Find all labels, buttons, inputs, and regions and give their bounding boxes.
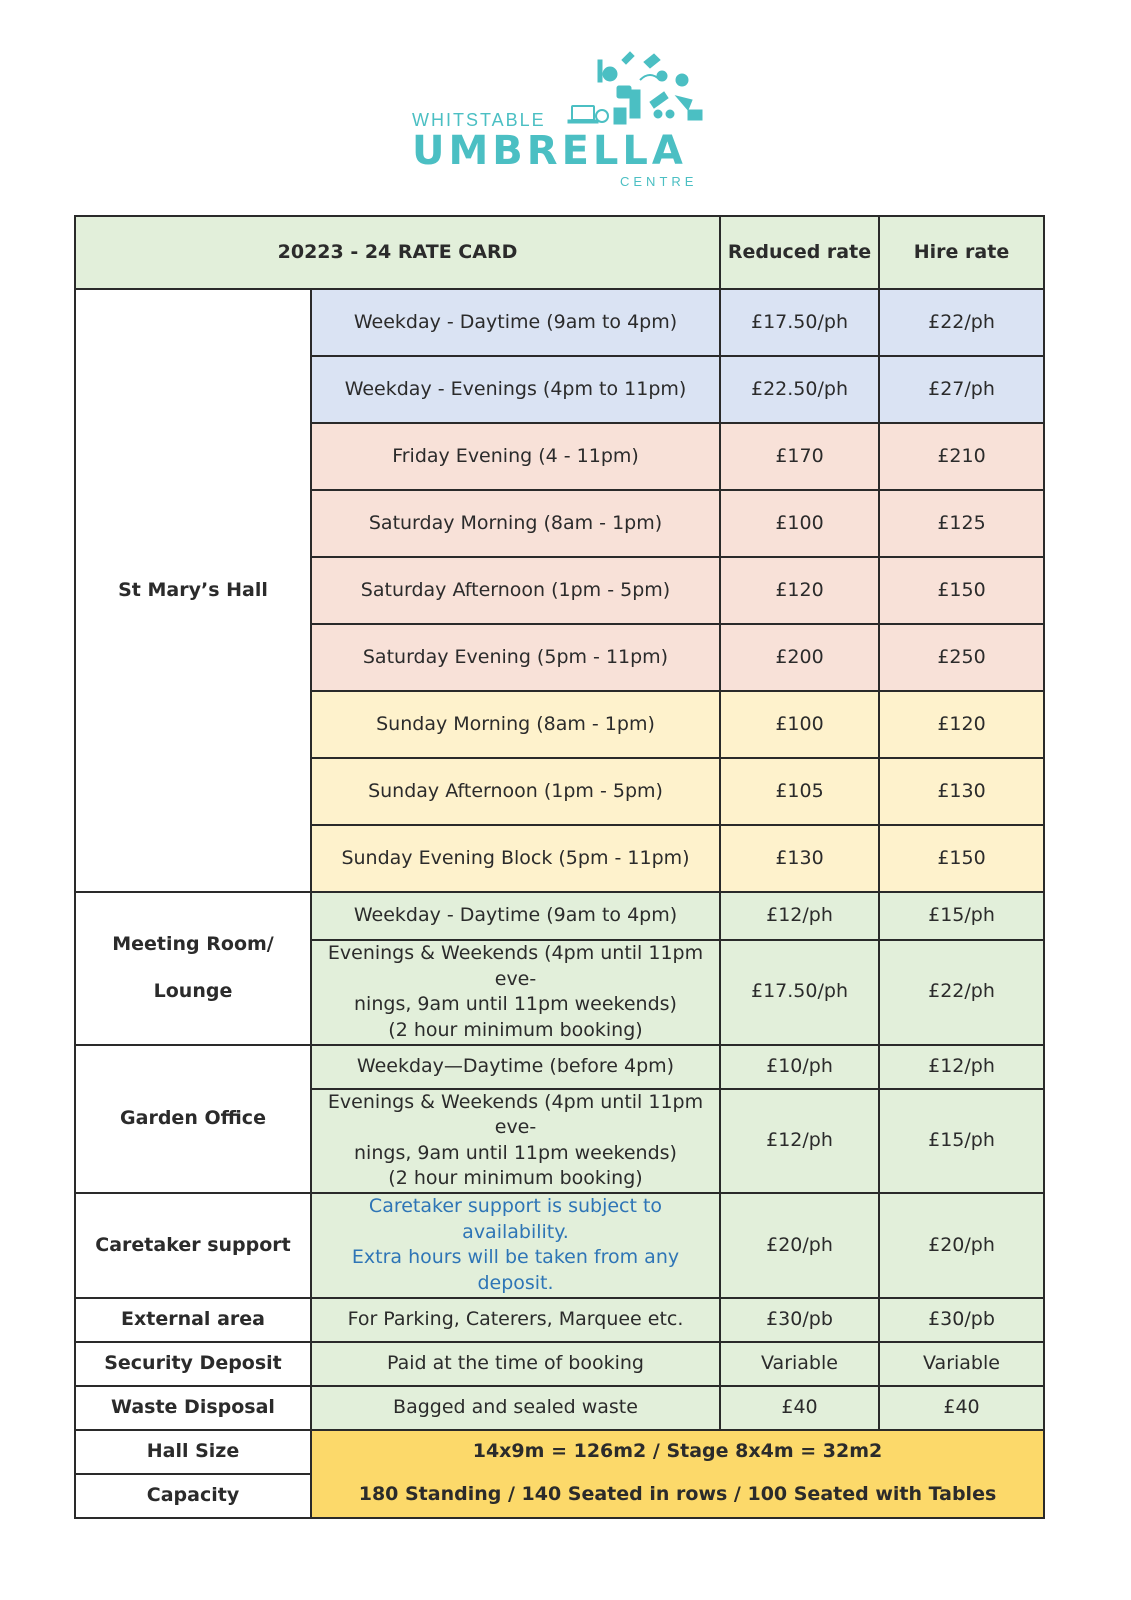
rate-description: Saturday Morning (8am - 1pm)	[311, 490, 720, 557]
hall-size-value: 14x9m = 126m2 / Stage 8x4m = 32m2	[311, 1430, 1044, 1474]
reduced-rate-value: £130	[720, 825, 879, 892]
capacity-value: 180 Standing / 140 Seated in rows / 100 Seated with Tables	[311, 1474, 1044, 1518]
hire-rate-value: £120	[879, 691, 1044, 758]
rate-description: For Parking, Caterers, Marquee etc.	[311, 1298, 720, 1342]
logo-icons-cluster-icon	[562, 50, 712, 130]
reduced-rate-value: £40	[720, 1386, 879, 1430]
rate-description: Weekday - Evenings (4pm to 11pm)	[311, 356, 720, 423]
hire-rate-value: £40	[879, 1386, 1044, 1430]
hire-rate-value: £30/pb	[879, 1298, 1044, 1342]
hire-rate-value: £20/ph	[879, 1193, 1044, 1298]
capacity-label: Capacity	[75, 1474, 311, 1518]
logo-centre: CENTRE	[620, 174, 698, 189]
rate-description: Paid at the time of booking	[311, 1342, 720, 1386]
hire-rate-header: Hire rate	[879, 216, 1044, 289]
table-row	[75, 1342, 1044, 1386]
hire-rate-value: £250	[879, 624, 1044, 691]
external-area-label: External area	[75, 1298, 311, 1342]
table-row	[75, 892, 1044, 940]
reduced-rate-value: £20/ph	[720, 1193, 879, 1298]
reduced-rate-header: Reduced rate	[720, 216, 879, 289]
security-deposit-label: Security Deposit	[75, 1342, 311, 1386]
rate-description: Weekday - Daytime (9am to 4pm)	[311, 892, 720, 940]
garden-office-label: Garden Office	[75, 1045, 311, 1194]
meeting-room-label	[75, 892, 311, 1045]
caretaker-note	[311, 1193, 720, 1298]
hire-rate-value: £15/ph	[879, 892, 1044, 940]
hire-rate-value: £210	[879, 423, 1044, 490]
logo-umbrella: UMBRELLA	[412, 128, 687, 174]
meeting-room-label-line2: Lounge	[153, 980, 233, 1003]
reduced-rate-value: £17.50/ph	[720, 940, 879, 1045]
description-line: Evenings & Weekends (4pm until 11pm eve-	[327, 942, 704, 990]
logo	[412, 50, 712, 198]
reduced-rate-value: £12/ph	[720, 1089, 879, 1194]
caretaker-note-line: Caretaker support is subject to availability.	[368, 1195, 663, 1243]
description-line: Evenings & Weekends (4pm until 11pm eve-	[327, 1090, 704, 1139]
reduced-rate-value: £17.50/ph	[720, 289, 879, 356]
table-row	[75, 1386, 1044, 1430]
caretaker-label: Caretaker support	[75, 1193, 311, 1298]
rate-description: Bagged and sealed waste	[311, 1386, 720, 1430]
hire-rate-value: £150	[879, 557, 1044, 624]
reduced-rate-value: £22.50/ph	[720, 356, 879, 423]
rate-description: Saturday Afternoon (1pm - 5pm)	[311, 557, 720, 624]
table-row	[75, 1045, 1044, 1089]
hire-rate-value: £12/ph	[879, 1045, 1044, 1089]
hall-size-label: Hall Size	[75, 1430, 311, 1474]
description-line: (2 hour minimum booking)	[388, 1167, 643, 1190]
caretaker-note-line: Extra hours will be taken from any deposit.	[351, 1246, 680, 1295]
header-row	[75, 216, 1044, 289]
rate-description: Weekday—Daytime (before 4pm)	[311, 1045, 720, 1089]
rate-card-table	[74, 215, 1045, 1519]
rate-description: Weekday - Daytime (9am to 4pm)	[311, 289, 720, 356]
reduced-rate-value: £100	[720, 490, 879, 557]
reduced-rate-value: £170	[720, 423, 879, 490]
table-row	[75, 1474, 1044, 1518]
description-line: nings, 9am until 11pm weekends)	[354, 993, 677, 1016]
rate-card-title: 20223 - 24 RATE CARD	[75, 216, 720, 289]
hire-rate-value: £150	[879, 825, 1044, 892]
table-row	[75, 289, 1044, 356]
description-line: (2 hour minimum booking)	[388, 1018, 643, 1041]
reduced-rate-value: £12/ph	[720, 892, 879, 940]
hire-rate-value: £130	[879, 758, 1044, 825]
hire-rate-value: £15/ph	[879, 1089, 1044, 1194]
rate-description: Friday Evening (4 - 11pm)	[311, 423, 720, 490]
rate-description: Sunday Morning (8am - 1pm)	[311, 691, 720, 758]
reduced-rate-value: £10/ph	[720, 1045, 879, 1089]
hire-rate-value: £125	[879, 490, 1044, 557]
reduced-rate-value: Variable	[720, 1342, 879, 1386]
rate-description: Saturday Evening (5pm - 11pm)	[311, 624, 720, 691]
reduced-rate-value: £200	[720, 624, 879, 691]
rate-description	[311, 940, 720, 1045]
logo-whitstable: WHITSTABLE	[412, 110, 546, 130]
table-row	[75, 1430, 1044, 1474]
meeting-room-label-line1: Meeting Room/	[112, 932, 274, 955]
rate-description: Sunday Evening Block (5pm - 11pm)	[311, 825, 720, 892]
table-row	[75, 1193, 1044, 1298]
hire-rate-value: £22/ph	[879, 940, 1044, 1045]
table-row	[75, 1298, 1044, 1342]
st-marys-hall-label: St Mary’s Hall	[75, 289, 311, 892]
description-line: nings, 9am until 11pm weekends)	[354, 1141, 677, 1164]
waste-disposal-label: Waste Disposal	[75, 1386, 311, 1430]
reduced-rate-value: £105	[720, 758, 879, 825]
rate-description: Sunday Afternoon (1pm - 5pm)	[311, 758, 720, 825]
reduced-rate-value: £120	[720, 557, 879, 624]
rate-description	[311, 1089, 720, 1194]
hire-rate-value: Variable	[879, 1342, 1044, 1386]
hire-rate-value: £27/ph	[879, 356, 1044, 423]
reduced-rate-value: £100	[720, 691, 879, 758]
hire-rate-value: £22/ph	[879, 289, 1044, 356]
reduced-rate-value: £30/pb	[720, 1298, 879, 1342]
